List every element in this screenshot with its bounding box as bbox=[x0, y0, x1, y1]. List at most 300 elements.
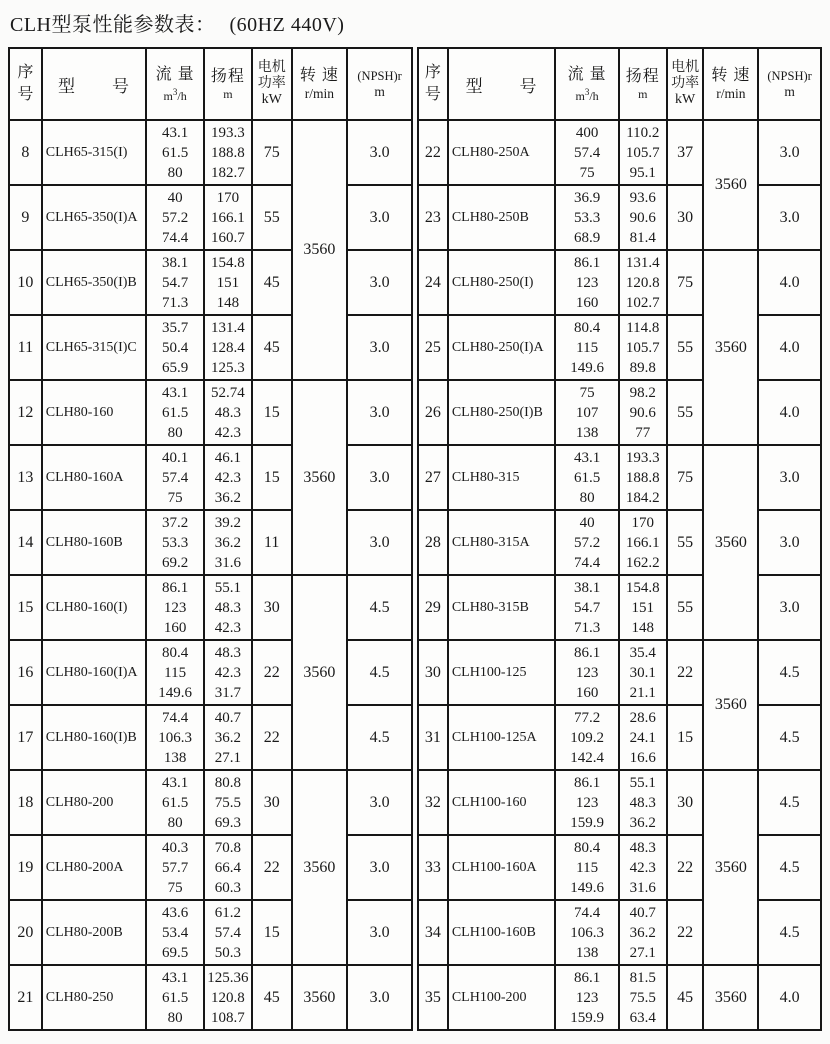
model-cell: CLH65-350(I)B bbox=[42, 250, 147, 315]
npsh-cell: 3.0 bbox=[347, 185, 412, 250]
head-cell bbox=[204, 770, 252, 835]
head-value-line: 193.3 bbox=[211, 124, 245, 141]
flow-value-line: 75 bbox=[579, 164, 595, 181]
power-cell: 55 bbox=[252, 185, 292, 250]
speed-cell: 3560 bbox=[703, 250, 758, 445]
flow-value-line: 80 bbox=[167, 1009, 183, 1026]
npsh-cell: 4.5 bbox=[758, 640, 821, 705]
header-speed-unit: r/min bbox=[716, 86, 746, 101]
flow-value-line: 159.9 bbox=[570, 1009, 604, 1026]
flow-value-line: 80.4 bbox=[161, 644, 189, 661]
table-row bbox=[9, 380, 412, 445]
header-power bbox=[667, 48, 704, 120]
head-value-line: 28.6 bbox=[629, 709, 656, 726]
flow-value-line: 61.5 bbox=[573, 469, 601, 486]
head-value-line: 57.4 bbox=[214, 924, 242, 941]
head-value-line: 154.8 bbox=[211, 254, 245, 271]
head-value-line: 160.7 bbox=[211, 229, 245, 246]
table-row bbox=[418, 120, 821, 185]
serial-cell: 16 bbox=[9, 640, 42, 705]
model-cell: CLH65-315(I) bbox=[42, 120, 147, 185]
flow-value-line: 115 bbox=[576, 859, 599, 876]
head-cell bbox=[204, 185, 252, 250]
header-flow-unit: $m^3/h$ bbox=[163, 87, 187, 103]
flow-value-line: 57.4 bbox=[573, 144, 601, 161]
flow-value-line: 80 bbox=[167, 424, 183, 441]
header-model-label: 型 号 bbox=[465, 76, 538, 96]
flow-value-line: 40.1 bbox=[161, 449, 189, 466]
model-cell: CLH80-315 bbox=[448, 445, 556, 510]
header-flow bbox=[555, 48, 619, 120]
table-row bbox=[9, 185, 412, 250]
serial-cell: 17 bbox=[9, 705, 42, 770]
head-cell bbox=[619, 575, 667, 640]
npsh-cell: 4.0 bbox=[758, 315, 821, 380]
table-row bbox=[418, 250, 821, 315]
head-cell bbox=[619, 185, 667, 250]
flow-value-line: 68.9 bbox=[573, 229, 601, 246]
npsh-cell: 3.0 bbox=[758, 510, 821, 575]
table-row bbox=[418, 380, 821, 445]
flow-cell bbox=[146, 575, 204, 640]
npsh-cell: 4.5 bbox=[758, 705, 821, 770]
header-row bbox=[9, 48, 412, 120]
serial-cell: 32 bbox=[418, 770, 448, 835]
pump-table-left bbox=[8, 47, 413, 1031]
head-value-line: 120.8 bbox=[625, 274, 660, 291]
flow-value-line: 138 bbox=[575, 424, 599, 441]
flow-value-line: 43.1 bbox=[161, 124, 189, 141]
npsh-cell: 3.0 bbox=[347, 835, 412, 900]
power-cell: 30 bbox=[667, 185, 704, 250]
head-value-line: 48.3 bbox=[214, 404, 242, 421]
flow-cell bbox=[555, 250, 619, 315]
flow-value-line: 80 bbox=[579, 489, 595, 506]
npsh-cell: 3.0 bbox=[347, 250, 412, 315]
flow-cell bbox=[146, 315, 204, 380]
header-head-unit: m bbox=[223, 87, 233, 101]
table-row bbox=[9, 965, 412, 1030]
head-value-line: 66.4 bbox=[214, 859, 242, 876]
power-cell: 45 bbox=[252, 315, 292, 380]
head-value-line: 108.7 bbox=[211, 1009, 245, 1026]
npsh-cell: 4.0 bbox=[758, 965, 821, 1030]
flow-cell bbox=[146, 965, 204, 1030]
head-value-line: 52.74 bbox=[211, 384, 245, 401]
table-row bbox=[9, 770, 412, 835]
flow-cell bbox=[555, 965, 619, 1030]
head-value-line: 151 bbox=[216, 274, 240, 291]
flow-value-line: 54.7 bbox=[573, 599, 601, 616]
serial-cell: 35 bbox=[418, 965, 448, 1030]
flow-value-line: 149.6 bbox=[570, 359, 604, 376]
head-value-line: 184.2 bbox=[625, 489, 660, 506]
flow-value-line: 57.2 bbox=[573, 534, 601, 551]
head-cell bbox=[619, 315, 667, 380]
page-title bbox=[8, 6, 822, 47]
power-cell: 30 bbox=[252, 770, 292, 835]
flow-value-line: 57.2 bbox=[161, 209, 189, 226]
header-model-label: 型 号 bbox=[58, 76, 131, 96]
model-cell: CLH80-315B bbox=[448, 575, 556, 640]
flow-value-line: 71.3 bbox=[161, 294, 189, 311]
header-npsh-label: (NPSH)r bbox=[767, 68, 812, 83]
head-value-line: 39.2 bbox=[214, 514, 242, 531]
power-cell: 30 bbox=[667, 770, 704, 835]
model-cell: CLH80-250(I) bbox=[448, 250, 556, 315]
header-speed-label: 转 速 bbox=[711, 67, 751, 84]
head-value-line: 27.1 bbox=[629, 944, 656, 961]
header-npsh bbox=[347, 48, 412, 120]
flow-value-line: 61.5 bbox=[161, 989, 189, 1006]
header-speed bbox=[292, 48, 348, 120]
flow-value-line: 80 bbox=[167, 814, 183, 831]
model-cell: CLH80-160B bbox=[42, 510, 147, 575]
header-power-line1: 电机 bbox=[257, 60, 286, 75]
header-npsh-unit: m bbox=[784, 83, 795, 99]
head-value-line: 70.8 bbox=[214, 839, 242, 856]
npsh-cell: 3.0 bbox=[758, 445, 821, 510]
serial-cell: 12 bbox=[9, 380, 42, 445]
head-value-line: 75.5 bbox=[629, 989, 656, 1006]
flow-value-line: 40.3 bbox=[161, 839, 189, 856]
serial-cell: 21 bbox=[9, 965, 42, 1030]
power-cell: 55 bbox=[667, 510, 704, 575]
npsh-cell: 4.5 bbox=[758, 770, 821, 835]
flow-value-line: 40 bbox=[167, 189, 183, 206]
head-value-line: 193.3 bbox=[625, 449, 660, 466]
head-cell bbox=[619, 510, 667, 575]
speed-cell: 3560 bbox=[703, 965, 758, 1030]
head-cell bbox=[619, 445, 667, 510]
flow-cell bbox=[555, 445, 619, 510]
head-value-line: 166.1 bbox=[211, 209, 245, 226]
model-cell: CLH100-125 bbox=[448, 640, 556, 705]
head-cell bbox=[204, 380, 252, 445]
serial-cell: 30 bbox=[418, 640, 448, 705]
flow-value-line: 38.1 bbox=[573, 579, 601, 596]
serial-cell: 34 bbox=[418, 900, 448, 965]
head-value-line: 42.3 bbox=[629, 859, 656, 876]
header-power-line2: 功率 bbox=[257, 76, 286, 91]
head-cell bbox=[619, 965, 667, 1030]
serial-cell: 31 bbox=[418, 705, 448, 770]
head-cell bbox=[204, 835, 252, 900]
head-value-line: 188.8 bbox=[625, 469, 660, 486]
head-value-line: 128.4 bbox=[211, 339, 245, 356]
head-value-line: 48.3 bbox=[629, 839, 656, 856]
head-cell bbox=[204, 640, 252, 705]
flow-value-line: 123 bbox=[163, 599, 187, 616]
head-cell bbox=[204, 575, 252, 640]
flow-cell bbox=[146, 185, 204, 250]
power-cell: 30 bbox=[252, 575, 292, 640]
flow-cell bbox=[555, 315, 619, 380]
serial-cell: 11 bbox=[9, 315, 42, 380]
header-model bbox=[42, 48, 147, 120]
header-head bbox=[204, 48, 252, 120]
flow-value-line: 61.5 bbox=[161, 404, 189, 421]
table-row bbox=[418, 900, 821, 965]
header-speed-unit: r/min bbox=[304, 86, 335, 101]
serial-cell: 22 bbox=[418, 120, 448, 185]
flow-value-line: 53.4 bbox=[161, 924, 189, 941]
table-row bbox=[418, 835, 821, 900]
model-cell: CLH80-250(I)B bbox=[448, 380, 556, 445]
flow-value-line: 36.9 bbox=[573, 189, 601, 206]
flow-value-line: 38.1 bbox=[161, 254, 189, 271]
head-cell bbox=[204, 965, 252, 1030]
head-cell bbox=[204, 510, 252, 575]
head-value-line: 81.4 bbox=[629, 229, 656, 246]
head-value-line: 42.3 bbox=[214, 619, 242, 636]
head-value-line: 77 bbox=[635, 424, 651, 441]
flow-value-line: 61.5 bbox=[161, 794, 189, 811]
flow-cell bbox=[555, 770, 619, 835]
model-cell: CLH100-125A bbox=[448, 705, 556, 770]
head-value-line: 31.6 bbox=[214, 554, 242, 571]
flow-cell bbox=[146, 770, 204, 835]
head-value-line: 162.2 bbox=[625, 554, 660, 571]
head-value-line: 131.4 bbox=[625, 254, 660, 271]
flow-value-line: 65.9 bbox=[161, 359, 189, 376]
flow-cell bbox=[146, 380, 204, 445]
flow-value-line: 149.6 bbox=[158, 684, 192, 701]
npsh-cell: 3.0 bbox=[758, 185, 821, 250]
flow-value-line: 115 bbox=[576, 339, 599, 356]
header-serial-line1: 序 bbox=[17, 64, 34, 81]
head-value-line: 95.1 bbox=[629, 164, 656, 181]
speed-cell: 3560 bbox=[292, 965, 348, 1030]
npsh-cell: 3.0 bbox=[347, 965, 412, 1030]
head-value-line: 182.7 bbox=[211, 164, 245, 181]
model-cell: CLH65-315(I)C bbox=[42, 315, 147, 380]
flow-value-line: 115 bbox=[164, 664, 187, 681]
serial-cell: 25 bbox=[418, 315, 448, 380]
flow-value-line: 57.7 bbox=[161, 859, 189, 876]
npsh-cell: 4.5 bbox=[347, 640, 412, 705]
flow-value-line: 54.7 bbox=[161, 274, 189, 291]
model-cell: CLH80-160(I)B bbox=[42, 705, 147, 770]
speed-cell: 3560 bbox=[292, 770, 348, 965]
power-cell: 22 bbox=[252, 705, 292, 770]
header-speed-label: 转 速 bbox=[299, 67, 339, 84]
head-value-line: 42.3 bbox=[214, 664, 242, 681]
serial-cell: 29 bbox=[418, 575, 448, 640]
serial-cell: 28 bbox=[418, 510, 448, 575]
head-value-line: 89.8 bbox=[629, 359, 656, 376]
head-value-line: 105.7 bbox=[625, 144, 660, 161]
head-value-line: 40.7 bbox=[629, 904, 656, 921]
flow-value-line: 107 bbox=[575, 404, 599, 421]
serial-cell: 24 bbox=[418, 250, 448, 315]
flow-value-line: 400 bbox=[575, 124, 599, 141]
head-cell bbox=[619, 120, 667, 185]
table-row bbox=[9, 835, 412, 900]
head-cell bbox=[204, 250, 252, 315]
head-value-line: 21.1 bbox=[629, 684, 656, 701]
head-cell bbox=[619, 640, 667, 705]
flow-value-line: 69.2 bbox=[161, 554, 189, 571]
flow-value-line: 160 bbox=[575, 684, 599, 701]
flow-value-line: 86.1 bbox=[573, 969, 601, 986]
table-row bbox=[9, 640, 412, 705]
table-row bbox=[9, 705, 412, 770]
model-cell: CLH80-160A bbox=[42, 445, 147, 510]
flow-value-line: 75 bbox=[167, 489, 183, 506]
model-cell: CLH80-200B bbox=[42, 900, 147, 965]
head-value-line: 80.8 bbox=[214, 774, 242, 791]
flow-value-line: 40 bbox=[579, 514, 595, 531]
header-serial bbox=[418, 48, 448, 120]
head-value-line: 42.3 bbox=[214, 424, 242, 441]
flow-cell bbox=[146, 445, 204, 510]
header-head-unit: m bbox=[638, 87, 648, 101]
model-cell: CLH80-250A bbox=[448, 120, 556, 185]
speed-cell: 3560 bbox=[703, 120, 758, 250]
header-head bbox=[619, 48, 667, 120]
flow-cell bbox=[146, 250, 204, 315]
head-value-line: 93.6 bbox=[629, 189, 656, 206]
serial-cell: 19 bbox=[9, 835, 42, 900]
head-cell bbox=[204, 120, 252, 185]
power-cell: 75 bbox=[667, 250, 704, 315]
flow-value-line: 43.1 bbox=[573, 449, 601, 466]
flow-value-line: 57.4 bbox=[161, 469, 189, 486]
table-row bbox=[9, 900, 412, 965]
head-value-line: 114.8 bbox=[626, 319, 660, 336]
serial-cell: 26 bbox=[418, 380, 448, 445]
flow-value-line: 75 bbox=[579, 384, 595, 401]
head-value-line: 170 bbox=[631, 514, 655, 531]
power-cell: 15 bbox=[252, 445, 292, 510]
model-cell: CLH65-350(I)A bbox=[42, 185, 147, 250]
serial-cell: 13 bbox=[9, 445, 42, 510]
power-cell: 55 bbox=[667, 575, 704, 640]
model-cell: CLH80-160 bbox=[42, 380, 147, 445]
flow-value-line: 61.5 bbox=[161, 144, 189, 161]
head-value-line: 81.5 bbox=[629, 969, 656, 986]
serial-cell: 18 bbox=[9, 770, 42, 835]
speed-cell: 3560 bbox=[292, 575, 348, 770]
head-cell bbox=[204, 705, 252, 770]
head-value-line: 120.8 bbox=[211, 989, 245, 1006]
flow-cell bbox=[146, 705, 204, 770]
table-row bbox=[9, 120, 412, 185]
head-value-line: 36.2 bbox=[629, 924, 656, 941]
flow-value-line: 138 bbox=[575, 944, 599, 961]
power-cell: 75 bbox=[252, 120, 292, 185]
head-value-line: 31.7 bbox=[214, 684, 242, 701]
flow-cell bbox=[555, 120, 619, 185]
table-row bbox=[9, 315, 412, 380]
npsh-cell: 3.0 bbox=[758, 575, 821, 640]
serial-cell: 33 bbox=[418, 835, 448, 900]
npsh-cell: 4.5 bbox=[758, 835, 821, 900]
head-value-line: 151 bbox=[631, 599, 655, 616]
header-power bbox=[252, 48, 292, 120]
flow-value-line: 123 bbox=[575, 664, 599, 681]
flow-value-line: 149.6 bbox=[570, 879, 604, 896]
head-value-line: 16.6 bbox=[629, 749, 656, 766]
table-row bbox=[9, 575, 412, 640]
head-value-line: 166.1 bbox=[625, 534, 660, 551]
head-cell bbox=[619, 900, 667, 965]
table-body-left bbox=[9, 120, 412, 1030]
model-cell: CLH80-200 bbox=[42, 770, 147, 835]
speed-cell: 3560 bbox=[703, 770, 758, 965]
table-row bbox=[418, 575, 821, 640]
flow-value-line: 74.4 bbox=[161, 229, 189, 246]
flow-cell bbox=[555, 185, 619, 250]
header-serial-line2: 号 bbox=[424, 86, 441, 103]
head-value-line: 30.1 bbox=[629, 664, 656, 681]
serial-cell: 27 bbox=[418, 445, 448, 510]
head-value-line: 154.8 bbox=[625, 579, 660, 596]
power-cell: 55 bbox=[667, 380, 704, 445]
head-cell bbox=[619, 835, 667, 900]
head-value-line: 31.6 bbox=[629, 879, 656, 896]
header-npsh-unit: m bbox=[374, 83, 385, 99]
header-serial-line2: 号 bbox=[17, 86, 34, 103]
flow-cell bbox=[146, 120, 204, 185]
power-cell: 15 bbox=[667, 705, 704, 770]
header-serial bbox=[9, 48, 42, 120]
table-row bbox=[418, 510, 821, 575]
flow-cell bbox=[555, 575, 619, 640]
model-cell: CLH100-160 bbox=[448, 770, 556, 835]
head-value-line: 125.36 bbox=[207, 969, 249, 986]
model-cell: CLH80-160(I) bbox=[42, 575, 147, 640]
serial-cell: 20 bbox=[9, 900, 42, 965]
head-value-line: 90.6 bbox=[629, 404, 656, 421]
model-cell: CLH100-160B bbox=[448, 900, 556, 965]
npsh-cell: 4.0 bbox=[758, 250, 821, 315]
flow-cell bbox=[555, 835, 619, 900]
model-cell: CLH80-315A bbox=[448, 510, 556, 575]
head-value-line: 131.4 bbox=[211, 319, 245, 336]
flow-value-line: 106.3 bbox=[570, 924, 604, 941]
serial-cell: 14 bbox=[9, 510, 42, 575]
flow-value-line: 106.3 bbox=[158, 729, 192, 746]
header-row bbox=[418, 48, 821, 120]
power-cell: 75 bbox=[667, 445, 704, 510]
header-flow-unit: $m^3/h$ bbox=[575, 87, 599, 103]
head-value-line: 61.2 bbox=[214, 904, 242, 921]
pump-table-right bbox=[417, 47, 822, 1031]
table-row bbox=[418, 315, 821, 380]
model-cell: CLH80-200A bbox=[42, 835, 147, 900]
npsh-cell: 4.0 bbox=[758, 380, 821, 445]
model-cell: CLH80-160(I)A bbox=[42, 640, 147, 705]
head-value-line: 27.1 bbox=[214, 749, 242, 766]
head-value-line: 36.2 bbox=[214, 729, 242, 746]
npsh-cell: 4.5 bbox=[347, 575, 412, 640]
head-value-line: 55.1 bbox=[214, 579, 242, 596]
head-value-line: 40.7 bbox=[214, 709, 242, 726]
flow-value-line: 80 bbox=[167, 164, 183, 181]
header-flow-label: 流 量 bbox=[567, 66, 607, 83]
tables-container bbox=[8, 47, 822, 1031]
head-value-line: 36.2 bbox=[214, 534, 242, 551]
header-npsh bbox=[758, 48, 821, 120]
header-speed bbox=[703, 48, 758, 120]
head-value-line: 105.7 bbox=[625, 339, 660, 356]
speed-cell: 3560 bbox=[292, 120, 348, 380]
flow-cell bbox=[146, 510, 204, 575]
header-head-label: 扬程 bbox=[625, 68, 660, 85]
header-serial-line1: 序 bbox=[424, 64, 441, 81]
